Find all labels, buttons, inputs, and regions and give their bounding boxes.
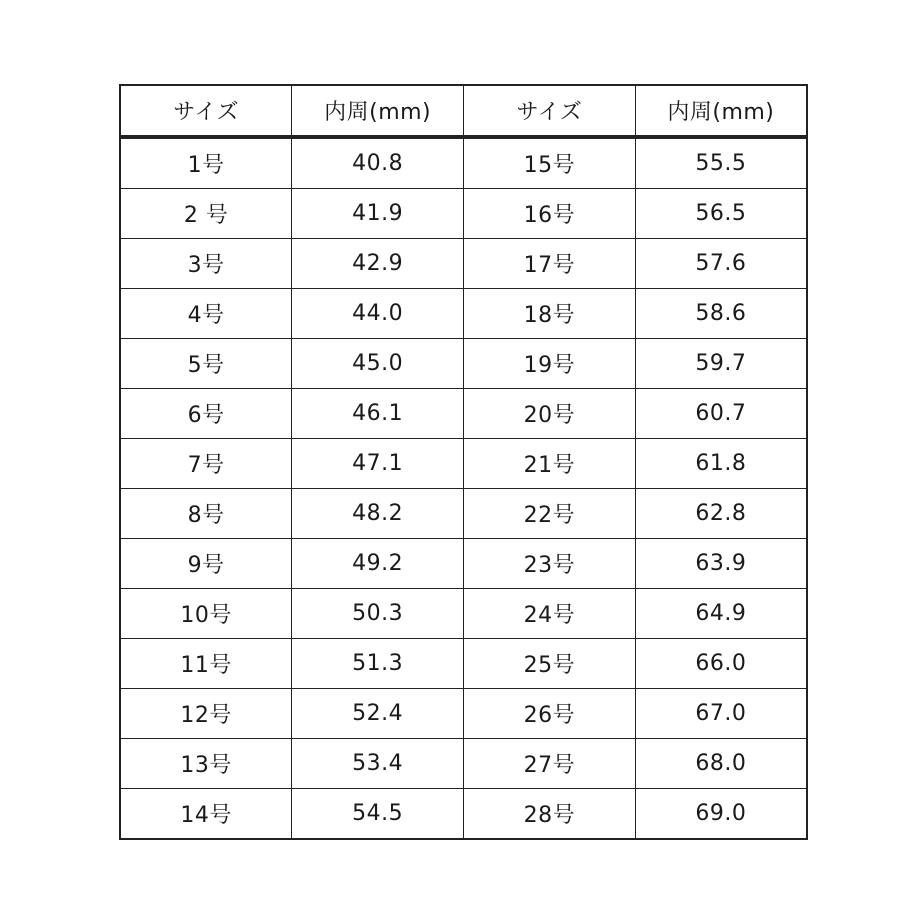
circumference-cell-left: 42.9: [292, 239, 464, 289]
circumference-cell-right: 68.0: [635, 739, 807, 789]
size-cell-right: 16号: [464, 189, 636, 239]
size-cell-right: 20号: [464, 389, 636, 439]
table-row: [120, 739, 807, 789]
circumference-cell-left: 40.8: [292, 137, 464, 189]
size-cell-left: 14号: [120, 789, 292, 840]
circumference-cell-left: 50.3: [292, 589, 464, 639]
size-cell-right: 28号: [464, 789, 636, 840]
circumference-cell-right: 60.7: [635, 389, 807, 439]
table-row: [120, 639, 807, 689]
table-row: [120, 789, 807, 840]
size-cell-left: 7号: [120, 439, 292, 489]
circumference-cell-right: 58.6: [635, 289, 807, 339]
size-cell-right: 18号: [464, 289, 636, 339]
table-row: [120, 489, 807, 539]
size-cell-left: 1号: [120, 137, 292, 189]
circumference-cell-left: 46.1: [292, 389, 464, 439]
circumference-cell-left: 45.0: [292, 339, 464, 389]
table-row: [120, 689, 807, 739]
size-cell-left: 3号: [120, 239, 292, 289]
ring-size-table: [119, 84, 808, 840]
circumference-cell-left: 54.5: [292, 789, 464, 840]
table-header: [120, 85, 807, 137]
size-cell-right: 24号: [464, 589, 636, 639]
circumference-cell-right: 59.7: [635, 339, 807, 389]
header-row: [120, 85, 807, 137]
header-size-right: サイズ: [464, 85, 636, 137]
circumference-cell-right: 63.9: [635, 539, 807, 589]
circumference-cell-right: 55.5: [635, 137, 807, 189]
circumference-cell-left: 51.3: [292, 639, 464, 689]
circumference-cell-left: 47.1: [292, 439, 464, 489]
size-cell-left: 13号: [120, 739, 292, 789]
size-cell-right: 22号: [464, 489, 636, 539]
size-cell-left: 4号: [120, 289, 292, 339]
header-circumference-right: 内周(mm): [635, 85, 807, 137]
size-cell-right: 26号: [464, 689, 636, 739]
size-cell-left: 6号: [120, 389, 292, 439]
size-cell-left: 5号: [120, 339, 292, 389]
circumference-cell-right: 57.6: [635, 239, 807, 289]
header-size-left: サイズ: [120, 85, 292, 137]
size-cell-left: 2 号: [120, 189, 292, 239]
size-cell-right: 17号: [464, 239, 636, 289]
table-row: [120, 539, 807, 589]
size-cell-right: 15号: [464, 137, 636, 189]
table-row: [120, 137, 807, 189]
size-cell-left: 9号: [120, 539, 292, 589]
size-cell-right: 23号: [464, 539, 636, 589]
circumference-cell-left: 44.0: [292, 289, 464, 339]
table-body: [120, 137, 807, 839]
size-cell-left: 8号: [120, 489, 292, 539]
circumference-cell-left: 49.2: [292, 539, 464, 589]
size-cell-left: 10号: [120, 589, 292, 639]
table-row: [120, 339, 807, 389]
circumference-cell-right: 64.9: [635, 589, 807, 639]
table-row: [120, 589, 807, 639]
size-cell-right: 19号: [464, 339, 636, 389]
header-circumference-left: 内周(mm): [292, 85, 464, 137]
circumference-cell-left: 41.9: [292, 189, 464, 239]
circumference-cell-right: 66.0: [635, 639, 807, 689]
size-cell-left: 11号: [120, 639, 292, 689]
circumference-cell-right: 69.0: [635, 789, 807, 840]
size-cell-right: 25号: [464, 639, 636, 689]
circumference-cell-right: 56.5: [635, 189, 807, 239]
table-row: [120, 189, 807, 239]
table-row: [120, 239, 807, 289]
table-row: [120, 439, 807, 489]
table-row: [120, 289, 807, 339]
circumference-cell-left: 53.4: [292, 739, 464, 789]
size-cell-right: 21号: [464, 439, 636, 489]
circumference-cell-left: 52.4: [292, 689, 464, 739]
circumference-cell-left: 48.2: [292, 489, 464, 539]
table-row: [120, 389, 807, 439]
circumference-cell-right: 62.8: [635, 489, 807, 539]
circumference-cell-right: 67.0: [635, 689, 807, 739]
size-cell-right: 27号: [464, 739, 636, 789]
circumference-cell-right: 61.8: [635, 439, 807, 489]
size-cell-left: 12号: [120, 689, 292, 739]
